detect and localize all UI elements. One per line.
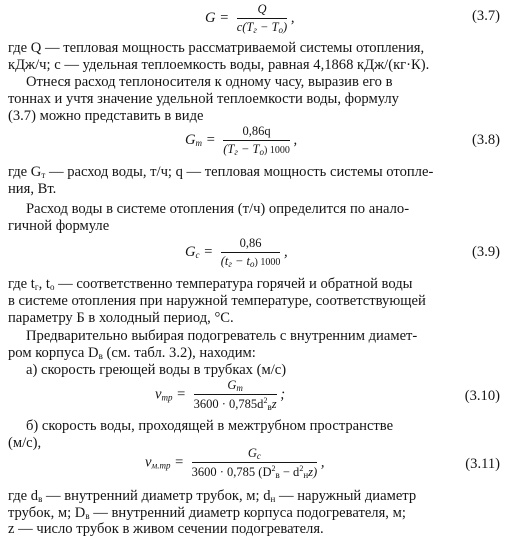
eq-sign: = [170, 454, 184, 471]
text-part: ром корпуса D [8, 345, 99, 361]
den-part: ) 1000 [254, 257, 281, 268]
den-part: − t [231, 254, 251, 268]
den-part: c(T [236, 20, 254, 34]
eq-sign: = [202, 131, 216, 148]
den-part: z) [308, 465, 318, 480]
text-part: — внутренний диаметр трубок, м; d [42, 488, 271, 504]
fraction [237, 2, 288, 35]
text-line: б) скорость воды, проходящей в межтрубном пространстве [26, 418, 394, 434]
den-sub: г [253, 25, 257, 35]
text-line: Расход воды в системе отопления (т/ч) определится по анало- [26, 201, 410, 217]
denominator [223, 141, 290, 157]
den-part: − T [237, 142, 260, 156]
den-part: − d [279, 465, 300, 480]
den-sub: в [267, 402, 272, 413]
num-sub: с [256, 451, 261, 461]
equation-3-9 [185, 236, 508, 269]
eq-lhs-sub: тр [161, 392, 173, 403]
den-sup: 2 [263, 396, 268, 405]
equation-number: (3.8) [472, 132, 500, 148]
text-sub: в [38, 494, 43, 504]
text-line: Отнеся расход теплоносителя к одному часу, выразив его в [26, 74, 393, 90]
numerator: 0,86 [221, 236, 281, 253]
den-sub: о [278, 25, 284, 35]
equation-3-7 [205, 2, 508, 35]
den-sup: 2 [271, 464, 276, 473]
text-sub: г [34, 282, 39, 292]
eq-sign: = [199, 243, 214, 260]
text-line: параметру Б в холодный период, °С. [8, 310, 234, 326]
text-line: тоннах и учтя значение удельной теплоемкости воды, формулу [8, 91, 399, 107]
eq-lhs: v [145, 454, 152, 471]
num-part: G [247, 446, 257, 460]
eq-lhs-sub: с [195, 249, 200, 260]
equation-number: (3.11) [465, 456, 500, 472]
equation-number: (3.10) [464, 388, 500, 404]
text-line: гичной формуле [8, 218, 110, 234]
den-sub: г [228, 259, 232, 269]
text-part: — соответственно температура горячей и обратной воды [54, 276, 413, 292]
text-sub: о [49, 282, 55, 292]
fraction [194, 378, 277, 412]
eq-lhs: G = [205, 9, 230, 26]
den-sup: 2 [299, 464, 304, 473]
fraction [192, 446, 318, 480]
text-line: кДж/ч; с — удельная теплоемкость воды, равная 4,1868 кДж/(кг·К). [8, 57, 430, 73]
eq-sign: = [172, 386, 186, 403]
den-sub: о [259, 147, 264, 157]
text-line: а) скорость греющей воды в трубках (м/с) [26, 362, 287, 378]
numerator [194, 378, 277, 395]
text-part: где G [8, 164, 42, 180]
eq-lhs-sub: м.тр [151, 460, 171, 471]
den-part: ) 1000 [263, 145, 290, 156]
eq-tail: , [293, 131, 298, 148]
text-line: (м/с), [8, 435, 42, 451]
text-line: (3.7) можно представить в виде [8, 108, 204, 124]
den-part: 3600 · 0,785d [193, 397, 264, 412]
fraction [221, 236, 281, 269]
text-part: трубок, м; D [8, 505, 86, 521]
denominator [221, 253, 281, 269]
text-line: ния, Вт. [8, 181, 57, 197]
eq-tail: ; [280, 386, 286, 403]
text-part: (см. табл. 3.2), находим: [102, 345, 256, 361]
text-sub: н [270, 494, 276, 504]
text-sub: т [41, 170, 46, 180]
eq-lhs: G [185, 131, 196, 148]
den-part: ) [283, 20, 288, 34]
equation-3-8 [185, 124, 508, 157]
equation-number: (3.9) [472, 244, 500, 260]
num-sub: т [236, 383, 243, 393]
numerator [192, 446, 318, 463]
num-part: G [227, 378, 237, 392]
text-part: — расход воды, т/ч; q — тепловая мощность системы отопле- [45, 164, 434, 180]
den-sub: о [250, 259, 255, 269]
equation-number: (3.7) [472, 8, 500, 24]
equation-3-11 [145, 446, 508, 480]
text-part: — внутренний диаметр корпуса подогревателя, м; [89, 505, 406, 521]
den-sub: г [234, 147, 238, 157]
equation-3-10 [155, 378, 508, 412]
den-part: (t [220, 254, 229, 268]
text-part: — наружный диаметр [275, 488, 417, 504]
fraction [223, 124, 290, 157]
den-sub: в [275, 470, 280, 481]
eq-lhs-sub: т [195, 137, 203, 148]
text-part: где t [8, 276, 35, 292]
eq-tail: , [284, 243, 288, 260]
text-line: где Q — тепловая мощность рассматриваемой системы отопления, [8, 40, 425, 56]
text-line: Предварительно выбирая подогреватель с внутренним диамет- [26, 328, 418, 344]
den-part: 3600 · 0,785 (D [191, 465, 272, 480]
den-part: z [271, 397, 277, 412]
text-part: где d [8, 488, 39, 504]
eq-tail: , [320, 454, 325, 471]
text-line: в системе отопления при наружной температуре, соответствующей [8, 293, 426, 309]
eq-tail: , [290, 9, 295, 26]
numerator: 0,86q [223, 124, 290, 141]
text-sub: в [98, 351, 103, 361]
numerator: Q [237, 2, 288, 19]
denominator [192, 463, 318, 480]
den-part: (T [223, 142, 235, 156]
eq-lhs: G [185, 243, 196, 260]
eq-lhs: v [155, 386, 162, 403]
den-part: − T [256, 20, 279, 34]
denominator [194, 395, 277, 412]
text-line: z — число трубок в живом сечении подогревателя. [8, 521, 324, 537]
text-sub: в [85, 511, 90, 521]
denominator [237, 19, 288, 35]
den-sub: н [303, 470, 309, 481]
text-line [8, 164, 433, 183]
text-part: , t [38, 276, 50, 292]
